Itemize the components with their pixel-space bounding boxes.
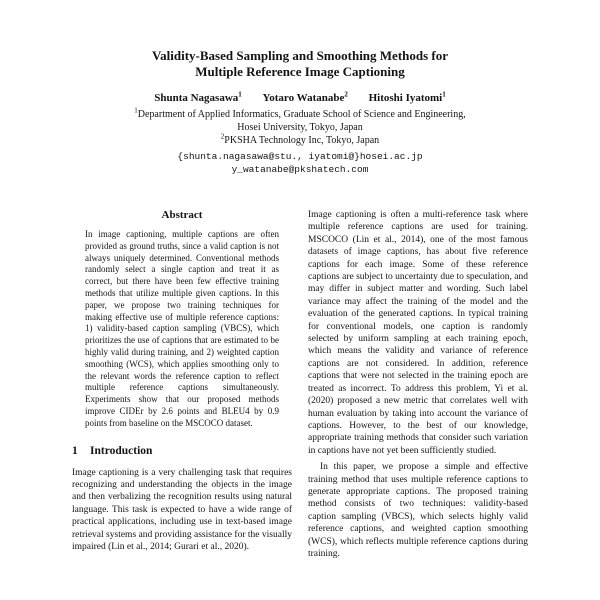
affiliation-line-1: [72, 108, 528, 121]
paper-title-line1: Validity-Based Sampling and Smoothing Methods for: [151, 48, 449, 63]
author-3: [369, 92, 446, 105]
section-1-heading: [72, 445, 292, 458]
affiliation-2-text: Hosei University, Tokyo, Japan: [237, 122, 363, 133]
right-column-paragraph-2: In this paper, we propose a simple and effective training method that uses multiple reference captions to generate appropriate captions. The proposed training method consists of two techniques: validity-based caption sampling (VBCS), which selects highly valid reference captions, and weighted caption smoothing (WCS), which reflects multiple reference captions during training.: [308, 462, 528, 559]
author-3-name: Hitoshi Iyatomi: [368, 92, 443, 104]
affiliation-3-text: PKSHA Technology Inc, Tokyo, Japan: [224, 135, 380, 146]
email-line-2: y_watanabe@pkshatech.com: [231, 164, 369, 175]
right-column-paragraph-1: Image captioning is often a multi-reference task where multiple reference captions are used for training. MSCOCO (Lin et al., 2014), one of the most famous datasets of image captions, has about five reference captions for each image. Some of these reference captions are subject to uncertainty due to speculation, and may differ in subject matter and wording. Such label variance may affect the training of the model and the evaluation of the generated captions. In typical training for conventional models, one caption is randomly selected by uniform sampling at each training epoch, which means the validity and variance of reference captions are not considered. In addition, reference captions that were not selected in the training epoch are treated as incorrect. To address this problem, Yi et al. (2020) proposed a new metric that correlates well with human evaluation by taking into account the variance of captions. However, to the best of our knowledge, appropriate training methods that consider such variation in captions have not yet been sufficiently studied.: [308, 210, 528, 456]
paper-title: [72, 48, 528, 80]
left-column: [72, 209, 292, 560]
affiliation-1-text: Department of Applied Informatics, Graduate School of Science and Engineering,: [137, 109, 466, 120]
affiliation-line-2: [72, 121, 528, 134]
abstract-heading: Abstract: [161, 209, 203, 221]
author-list: [72, 92, 528, 105]
affiliation-1-mark: 1: [134, 106, 138, 115]
section-1-title: Introduction: [90, 444, 153, 457]
paper-title-line2: Multiple Reference Image Captioning: [195, 64, 405, 79]
affiliation-3-mark: 2: [220, 132, 225, 141]
email-block: [72, 150, 528, 176]
author-1-name: Shunta Nagasawa: [154, 92, 239, 104]
right-column: [308, 209, 528, 560]
two-column-body: [72, 209, 528, 560]
section-1-number: 1: [72, 444, 78, 457]
author-3-affiliation-mark: 1: [442, 90, 446, 99]
abstract-text: In image captioning, multiple captions are often provided as ground truths, since a valid caption is not always uniquely determined. Conventional methods randomly select a single caption and treat it as correct, but there have been few effective training methods that utilize multiple given captions. In this paper, we propose two training techniques for making effective use of multiple reference captions: 1) validity-based caption sampling (VBCS), which prioritizes the use of captions that are estimated to be highly valid during training, and 2) weighted caption smoothing (WCS), which applies smoothing only to the relevant words the reference caption to reflect multiple reference captions simultaneously. Experiments show that our proposed methods improve CIDEr by 2.6 points and BLEU4 by 0.9 points from baseline on the MSCOCO dataset.: [85, 229, 279, 428]
affiliation-line-3: [72, 134, 528, 147]
email-line-1: {shunta.nagasawa@stu., iyatomi@}hosei.ac.jp: [177, 151, 423, 162]
introduction-paragraph-1: Image captioning is a very challenging task that requires recognizing and understanding the objects in the image and then verbalizing the recognition results using natural language. This task is expected to have a wide range of practical applications, including use in text-based image retrieval systems and providing assistance for the visually impaired (Lin et al., 2014; Gurari et al., 2020).: [72, 467, 292, 552]
author-1: [154, 92, 242, 105]
author-2-name: Yotaro Watanabe: [262, 92, 345, 104]
author-1-affiliation-mark: 1: [238, 90, 242, 99]
author-2-affiliation-mark: 2: [344, 90, 348, 99]
affiliation-list: [72, 108, 528, 147]
author-2: [263, 92, 348, 105]
